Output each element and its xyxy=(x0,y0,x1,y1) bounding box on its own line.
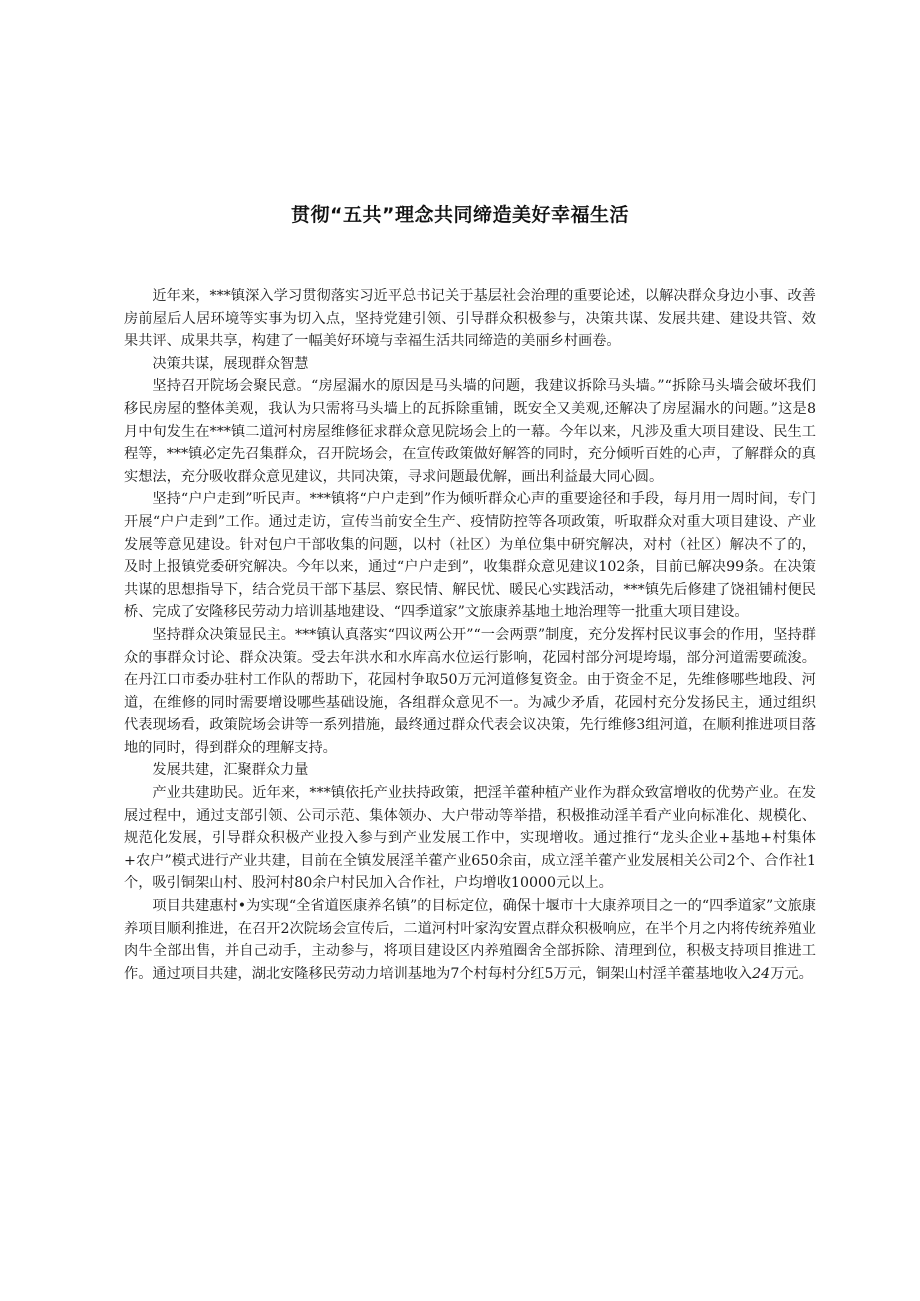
paragraph-project-tail: 万元。 xyxy=(770,965,813,982)
paragraph-intro: 近年来，***镇深入学习贯彻落实习近平总书记关于基层社会治理的重要论述，以解决群众身边小事、改善房前屋后人居环境等实事为切入点，坚持党建引领、引导群众积极参与，决策共谋、发展共建、建设共管、效果共评、成果共享，构建了一幅美好环境与幸福生活共同缔造的美丽乡村画卷。 xyxy=(124,288,816,350)
document-body xyxy=(124,285,816,985)
paragraph-industry: 产业共建助民。近年来，***镇依托产业扶持政策，把淫羊藿种植产业作为群众致富增收的优势产业。在发展过程中，通过支部引领、公司示范、集体领办、大户带动等举措，积极推动淫羊看产业向标准化、规模化、规范化发展，引导群众积极产业投入参与到产业发展工作中，实现增收。通过推行“龙头企业+基地+村集体+农户”模式进行产业共建，目前在全镇发展淫羊藿产业650余亩，成立淫羊藿产业发展相关公司2个、合作社1个，吸引铜架山村、股河村80余户村民加入合作社，户均增收10000元以上。 xyxy=(124,785,816,892)
paragraph-mass-decision: 坚持群众决策显民主。***镇认真落实“四议两公开”“一会两票”制度，充分发挥村民议事会的作用，坚持群众的事群众讨论、群众决策。受去年洪水和水库高水位运行影响，花园村部分河堤垮塌，部分河道需要疏浚。在丹江口市委办驻村工作队的帮助下，花园村争取50万元河道修复资金。由于资金不足，先维修哪些地段、河道，在维修的同时需要增设哪些基础设施，各组群众意见不一。为减少矛盾，花园村充分发扬民主，通过组织代表现场看，政策院场会讲等一系列措施，最终通过群众代表会议决策，先行维修3组河道，在顺利推进项目落地的同时，得到群众的理解支持。 xyxy=(124,626,816,756)
paragraph-project-italic-number: 24 xyxy=(752,965,771,982)
paragraph-household-visits: 坚持“户户走到”听民声。***镇将“户户走到”作为倾听群众心声的重要途径和手段，每月用一周时间，专门开展“户户走到”工作。通过走访，宣传当前安全生产、疫情防控等各项政策，听取群众对重大项目建设、产业发展等意见建设。针对包户干部收集的问题，以村（社区）为单位集中研究解决，对村（社区）解决不了的，及时上报镇党委研究解决。今年以来，通过“户户走到”，收集群众意见建议102条，目前已解决99条。在决策共谋的思想指导下，结合党员干部下基层、察民情、解民忧、暖民心实践活动，***镇先后修建了饶祖铺村便民桥、完成了安隆移民劳动力培训基地建设、“四季道家”文旅康养基地土地治理等一批重大项目建设。 xyxy=(124,491,816,621)
paragraph-project xyxy=(124,895,816,985)
section-heading-development: 发展共建，汇聚群众力量 xyxy=(152,762,309,779)
section-heading-decision: 决策共谋，展现群众智慧 xyxy=(152,355,309,372)
paragraph-courtyard-meeting: 坚持召开院场会聚民意。“房屋漏水的原因是马头墙的问题，我建议拆除马头墙。”“拆除马头墙会破坏我们移民房屋的整体美观，我认为只需将马头墙上的瓦拆除重铺，既安全又美观,还解决了房屋漏水的问题。”这是8月中旬发生在***镇二道河村房屋维修征求群众意见院场会上的一幕。今年以来，凡涉及重大项目建设、民生工程等，***镇必定先召集群众，召开院场会，在宣传政策做好解答的同时，充分倾听百姓的心声，了解群众的真实想法，充分吸收群众意见建议，共同决策，寻求问题最优解，画出利益最大同心圆。 xyxy=(124,378,816,485)
document-title: 贯彻“五共”理念共同缔造美好幸福生活 xyxy=(291,204,629,226)
paragraph-project-text: 项目共建惠村•为实现“全省道医康养名镇”的目标定位，确保十堰市十大康养项目之一的“四季道家”文旅康养项目顺利推进，在召开2次院场会宣传后，二道河村叶家沟安置点群众积极响应，在半个月之内将传统养殖业肉牛全部出售，并自己动手，主动参与，将项目建设区内养殖圈舍全部拆除、清理到位，积极支持项目推进工作。通过项目共建，湖北安隆移民劳动力培训基地为7个村每村分红5万元，铜架山村淫羊藿基地收入 xyxy=(124,898,816,982)
